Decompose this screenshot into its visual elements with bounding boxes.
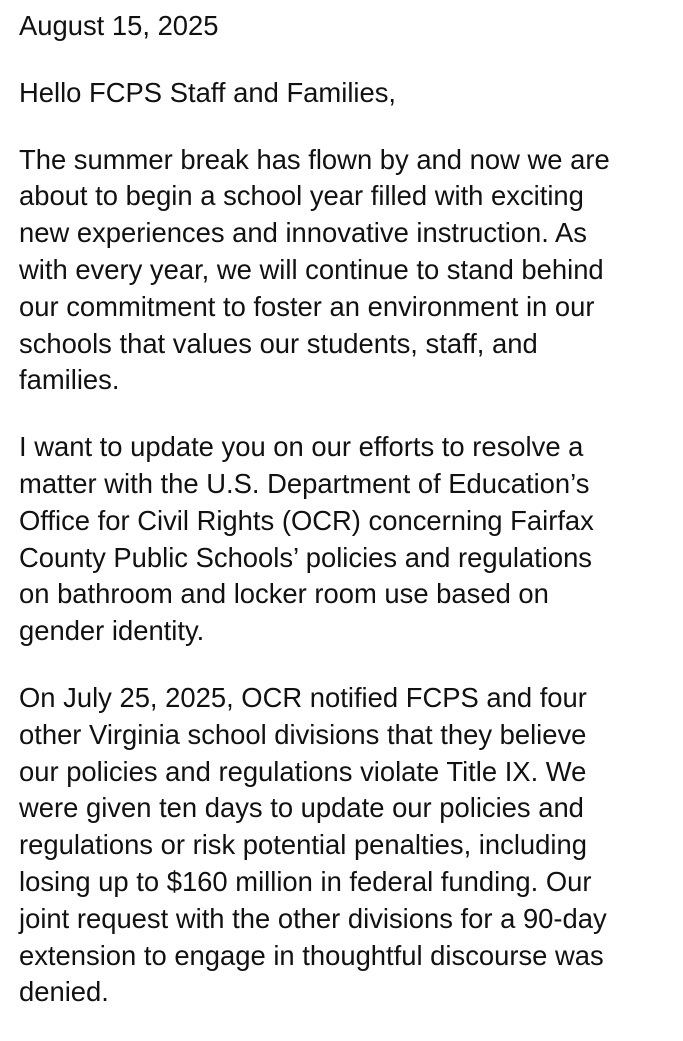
paragraph-line: I want to update you on our efforts to resolve a	[19, 431, 584, 463]
letter-date: August 15, 2025	[19, 10, 219, 41]
paragraph-line: were given ten days to update our policies and	[19, 792, 584, 824]
paragraph-3	[19, 680, 669, 1011]
paragraph-line: losing up to $160 million in federal funding. Our	[19, 865, 592, 897]
paragraph-line: new experiences and innovative instruction. As	[19, 217, 587, 249]
paragraph-line: The summer break has flown by and now we are	[19, 143, 610, 175]
paragraph-line: our commitment to foster an environment in our	[19, 290, 595, 322]
paragraph-line: schools that values our students, staff, and	[19, 327, 538, 359]
paragraph-line: gender identity.	[19, 615, 205, 647]
paragraph-line: matter with the U.S. Department of Education’s	[19, 467, 590, 499]
paragraph-line: our policies and regulations violate Title IX. We	[19, 755, 587, 787]
letter-body	[19, 8, 669, 1041]
paragraph-line: denied.	[19, 976, 109, 1008]
paragraph-line: families.	[19, 364, 120, 396]
paragraph-line: Office for Civil Rights (OCR) concerning Fairfax	[19, 504, 594, 536]
paragraph-line: regulations or risk potential penalties, including	[19, 829, 587, 861]
paragraph-line: on bathroom and locker room use based on	[19, 578, 549, 610]
paragraph-line: On July 25, 2025, OCR notified FCPS and four	[19, 681, 587, 713]
paragraph-line: with every year, we will continue to stand behind	[19, 253, 604, 285]
paragraph-line: joint request with the other divisions for a 90-day	[19, 902, 607, 934]
paragraph-line: about to begin a school year filled with exciting	[19, 180, 584, 212]
paragraph-line: County Public Schools’ policies and regulations	[19, 541, 592, 573]
paragraph-1	[19, 142, 669, 400]
paragraph-line: extension to engage in thoughtful discourse was	[19, 939, 604, 971]
paragraph-line: other Virginia school divisions that they believe	[19, 718, 587, 750]
paragraph-2	[19, 429, 669, 650]
letter-greeting: Hello FCPS Staff and Families,	[19, 76, 397, 108]
